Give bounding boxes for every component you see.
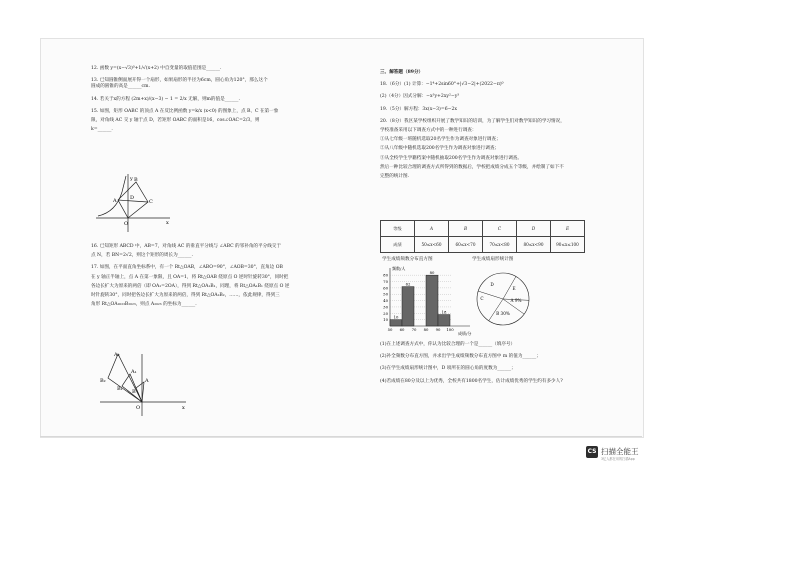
question-18-2: (2)（4分）因式分解：−x³y+2xy²−y³	[380, 94, 460, 100]
hist-x-tick: 90	[435, 327, 441, 332]
grade-level-e: E	[551, 221, 585, 237]
question-15-line3: k=______.	[91, 127, 113, 133]
fig15-label-a: A	[113, 198, 117, 204]
hist-bar-d	[426, 275, 438, 326]
question-17-line4: 时针旋转30°，同时把各边长扩大为原来的两倍，得到 Rt△OA₂B₂，……，依此规律，得到三	[91, 293, 280, 299]
pie-label-b: B 30%	[496, 311, 510, 316]
fig17-label-x: x	[182, 405, 185, 411]
scanner-logo	[586, 446, 639, 461]
right-column	[380, 70, 630, 180]
question-20-option1: ①从七年级一班随机选取20名学生作为调查对象进行调查；	[380, 137, 501, 143]
figure-17	[96, 352, 192, 418]
question-13-line1: 13. 已知圆锥侧面展开得一个扇形，如果扇形的半径为6cm，圆心角为120°，那么这个	[91, 78, 268, 84]
sub-question-3: (3)在学生成绩扇形统计图中，D 项所在的圆心角的度数为______；	[380, 366, 516, 372]
fig15-label-c: C	[149, 199, 153, 205]
hist-x-tick: 80	[423, 327, 429, 332]
hist-ylabel: 频数/人	[392, 266, 406, 271]
question-15-line2: 限，对角线 AC 交 y 轴于点 D，若矩形 OABC 的面积是16，cos∠OAC=2/3，则	[91, 118, 260, 124]
left-column	[91, 66, 331, 133]
hist-bar-label-d: 80	[429, 270, 435, 276]
figure-15	[92, 172, 172, 234]
question-17-line3: 各边长扩大为原来的两倍（即 OA₁=2OA），得到 Rt△OA₁B₁，同理，将 Rt△OA₁B₁ 绕原点 O 逆	[91, 283, 290, 289]
hist-x-tick: 70	[411, 327, 417, 332]
grade-table-header-row	[381, 221, 585, 237]
sub-question-1: (1)在上述调查方式中，你认为比较合理的一个是______（填序号）	[380, 342, 516, 347]
fig17-label-a: A	[145, 378, 149, 384]
grade-range-d: 80≤x<90	[517, 237, 551, 253]
hist-bar-label-e: 18	[441, 309, 447, 315]
hist-x-tick: 100	[446, 327, 454, 332]
fig17-label-b: B	[132, 389, 136, 395]
scanner-logo-name: 扫描全能王	[601, 447, 639, 456]
histogram-title: 学生成绩频数分布直方图	[382, 257, 433, 262]
hist-bar-label-b: 62	[405, 281, 411, 287]
fig17-label-a1: A₁	[131, 369, 137, 375]
question-20-line3: 然后一种比较合理的调查方式所得到的数据后，学校把成绩分成五个等级，并绘制了如下不	[380, 164, 564, 170]
question-20-option2: ②从八年级中随机选取200名学生作为调查对象进行调查；	[380, 146, 500, 152]
hist-bar-b	[402, 287, 414, 326]
hist-y-tick: 10	[383, 317, 388, 323]
scanner-logo-tagline: 3亿人都在用的扫描App	[601, 457, 635, 461]
grade-table-range-row	[381, 237, 585, 253]
question-16-line1: 16. 已知矩形 ABCD 中，AB=7，对角线 AC 的垂直平分线与 ∠ABC 的邻补角的平分线交于	[91, 244, 281, 249]
fig17-label-a2: A₂	[114, 352, 120, 358]
pie-label-d: D	[490, 282, 494, 287]
section-heading: 三、解答题（89分）	[380, 70, 424, 75]
scanner-logo-icon: CS	[586, 446, 598, 458]
question-17-line2: 在 y 轴正半轴上，点 A 在第一象限，且 OA=1，将 Rt△OAB 绕原点 O 逆时针旋转30°，同时把	[91, 274, 289, 280]
fig15-label-d: D	[130, 195, 135, 201]
grade-level-d: D	[517, 221, 551, 237]
sub-question-4: (4)若成绩在80分及以上为优秀，全校共有1800名学生，估计成绩优秀的学生约有多少人?	[380, 378, 563, 384]
question-18-1: 18.（6分）(1) 计算：−1⁴+2sin60°+|√3−2|+(2022−π)⁰	[380, 82, 504, 88]
sub-question-2: (2)补全频数分布直方图，并求出学生成绩频数分布直方图中 m 的值为______；	[380, 354, 541, 360]
grade-range-b: 60≤x<70	[449, 237, 483, 253]
fig17-label-o: O	[136, 405, 141, 411]
hist-y-tick: 40	[383, 298, 388, 304]
question-19: 19.（5分）解方程：3x(x−3)=6−2x	[380, 106, 457, 112]
pie-label-a: A 9%	[510, 298, 522, 303]
grade-table-header: 等级	[381, 221, 415, 237]
pie-label-e: E	[512, 286, 516, 291]
grade-level-c: C	[483, 221, 517, 237]
fig17-label-b1: B₁	[117, 386, 123, 392]
grade-level-b: B	[449, 221, 483, 237]
hist-y-tick: 30	[383, 304, 388, 310]
question-17-line1: 17. 如图，在平面直角坐标系中，有一个 Rt△OAB，∠ABO=90°，∠AOB=30°，直角边 OB	[91, 265, 283, 271]
hist-bar-a	[390, 320, 402, 326]
hist-x-tick: 50	[387, 327, 393, 332]
question-12: 12. 函数 y=(x−√3)⁰+1/√(x+2) 中自变量的取值范围是______.	[91, 66, 222, 71]
question-15-line1: 15. 如图，矩形 OABC 的顶点 A 在反比例函数 y=k/x (x<0) 的图象上，点 B、C 在第一象	[91, 108, 279, 114]
hist-y-tick: 60	[383, 285, 388, 291]
grade-table-row-label: 成绩	[381, 237, 415, 253]
question-20-line1: 20.（8分）我区某学校组织开展了数学知识的培训，为了解学生们对数学知识的学习情况，	[380, 118, 565, 124]
question-17-line5: 角形 Rt△OA₂₀₂₃B₂₀₂₃，则点 A₂₀₂₃ 的坐标为______.	[91, 302, 197, 308]
hist-bar-label-a: 10	[393, 314, 399, 320]
hist-y-tick: 20	[383, 310, 388, 316]
pie-slice-divider	[489, 299, 503, 321]
grade-level-a: A	[415, 221, 449, 237]
hist-y-tick: 50	[383, 291, 388, 297]
grade-range-c: 70≤x<80	[483, 237, 517, 253]
question-14: 14. 若关于x的方程 (2m+x)/(x−3) − 1 = 2/x 无解，则m的值是______.	[91, 96, 240, 102]
question-16-line2: 点 N，若 BN=2√2，则这个矩形的周长为______.	[91, 253, 193, 259]
pie-chart	[472, 268, 534, 330]
hist-x-tick: 60	[399, 327, 405, 332]
question-20-option3: ③从全校学生学籍档案中随机抽取200名学生作为调查对象进行调查。	[380, 155, 522, 161]
fig15-label-o: O	[124, 221, 129, 227]
right-column-lower	[380, 342, 630, 385]
question-13-line2: 圆成的圆锥的高是______cm.	[91, 84, 150, 90]
question-20-line4: 完整的统计图.	[380, 174, 410, 180]
hist-bar-e	[438, 315, 450, 326]
question-20-line2: 学校准备采用以下调查方式中的一种进行调查：	[380, 128, 477, 134]
grade-range-e: 90≤x≤100	[551, 237, 585, 253]
hist-y-tick: 80	[383, 272, 388, 278]
page-edge	[40, 436, 642, 437]
fig15-label-y: y	[130, 176, 133, 182]
hist-xlabel: 成绩/分	[458, 331, 472, 336]
hist-y-tick: 70	[383, 279, 388, 285]
fig15-label-x: x	[166, 220, 169, 226]
grade-range-a: 50≤x<60	[415, 237, 449, 253]
fig17-label-b2: B₂	[100, 378, 106, 384]
histogram-chart	[372, 264, 484, 338]
pie-title: 学生成绩扇形统计图	[472, 257, 514, 262]
pie-label-c: C	[480, 296, 484, 301]
fig15-label-b: B	[134, 177, 138, 183]
grade-table	[380, 220, 585, 253]
left-column-lower	[91, 244, 331, 308]
